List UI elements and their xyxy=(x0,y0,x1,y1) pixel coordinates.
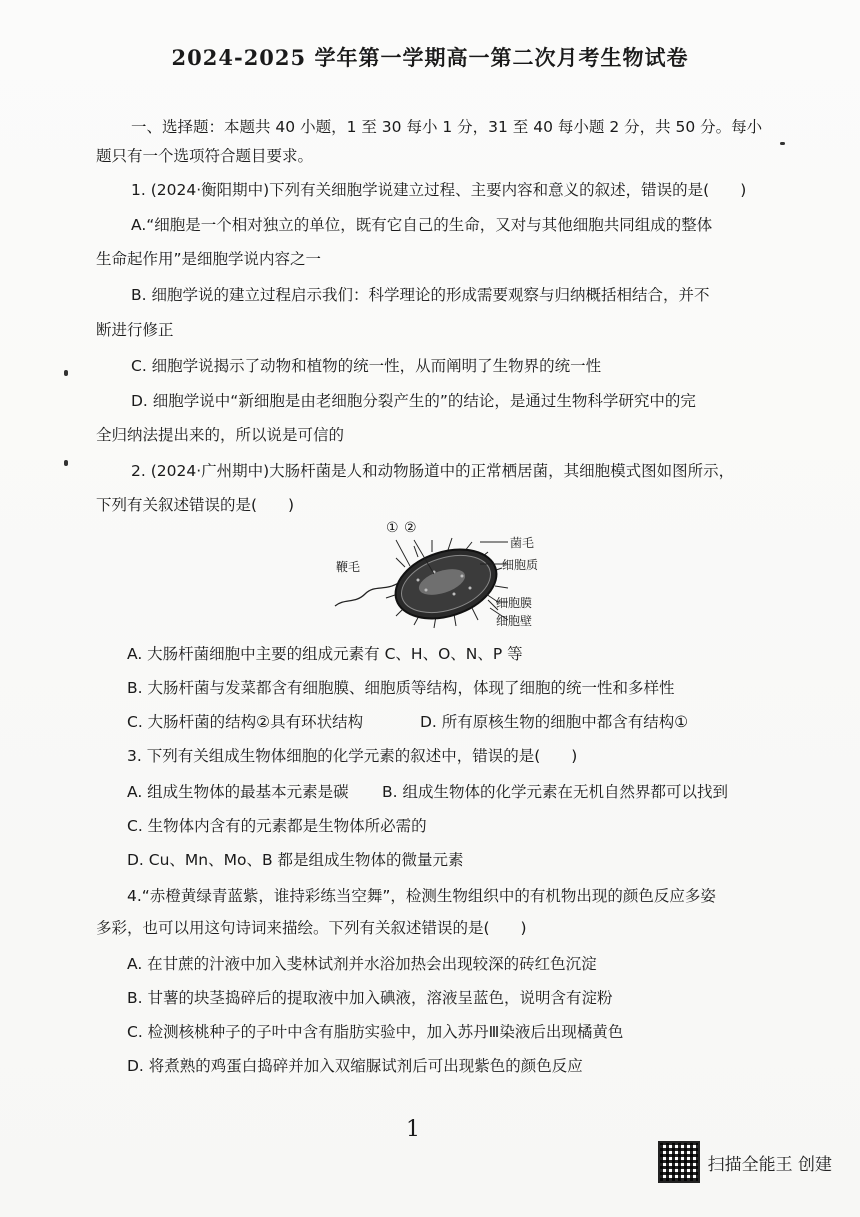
q1-option-a-line2: 生命起作用”是细胞学说内容之一 xyxy=(96,250,322,268)
q4-stem-line2: 多彩，也可以用这句诗词来描绘。下列有关叙述错误的是( ) xyxy=(96,919,527,937)
q1-option-d-line1: D. 细胞学说中“新细胞是由老细胞分裂产生的”的结论，是通过生物科学研究中的完 xyxy=(131,392,696,410)
figure-label-cytoplasm: 细胞质 xyxy=(502,558,539,572)
figure-label-2: ② xyxy=(404,520,417,536)
q1-option-b-line1: B. 细胞学说的建立过程启示我们：科学理论的形成需要观察与归纳概括相结合，并不 xyxy=(131,286,710,304)
q2-option-d: D. 所有原核生物的细胞中都含有结构① xyxy=(420,713,689,731)
scanner-watermark xyxy=(658,1141,832,1183)
q3-option-c: C. 生物体内含有的元素都是生物体所必需的 xyxy=(127,817,427,835)
figure-label-wall: 细胞壁 xyxy=(496,614,533,628)
qr-code-icon xyxy=(658,1141,700,1183)
q3-option-d: D. Cu、Mn、Mo、B 都是组成生物体的微量元素 xyxy=(127,851,464,869)
q3-option-b: B. 组成生物体的化学元素在无机自然界都可以找到 xyxy=(382,783,728,801)
scan-speck xyxy=(780,142,785,145)
scan-speck xyxy=(64,370,68,376)
q3-option-a: A. 组成生物体的最基本元素是碳 xyxy=(127,783,349,801)
q2-option-a: A. 大肠杆菌细胞中主要的组成元素有 C、H、O、N、P 等 xyxy=(127,645,523,663)
ecoli-diagram xyxy=(330,522,570,634)
figure-label-1: ① xyxy=(386,520,399,536)
section-instruction-line1: 一、选择题：本题共 40 小题，1 至 30 每小 1 分，31 至 40 每小题 2 分，共 50 分。每小 xyxy=(131,118,763,136)
q2-option-c: C. 大肠杆菌的结构②具有环状结构 xyxy=(127,713,364,731)
figure-label-pili: 菌毛 xyxy=(510,536,535,550)
q2-stem-line2: 下列有关叙述错误的是( ) xyxy=(96,496,295,514)
q1-stem: 1. (2024·衡阳期中)下列有关细胞学说建立过程、主要内容和意义的叙述，错误的是( ) xyxy=(131,181,747,199)
q1-option-a-line1: A.“细胞是一个相对独立的单位，既有它自己的生命，又对与其他细胞共同组成的整体 xyxy=(131,216,713,234)
q2-option-b: B. 大肠杆菌与发菜都含有细胞膜、细胞质等结构，体现了细胞的统一性和多样性 xyxy=(127,679,675,697)
section-instruction-line2: 题只有一个选项符合题目要求。 xyxy=(96,147,314,165)
figure-label-flagellum: 鞭毛 xyxy=(336,560,361,574)
q2-stem-line1: 2. (2024·广州期中)大肠杆菌是人和动物肠道中的正常栖居菌，其细胞模式图如图所示， xyxy=(131,462,735,480)
page-title: 2024-2025 学年第一学期高一第二次月考生物试卷 xyxy=(171,45,689,70)
q4-option-c: C. 检测核桃种子的子叶中含有脂肪实验中，加入苏丹Ⅲ染液后出现橘黄色 xyxy=(127,1023,624,1041)
q4-stem-line1: 4.“赤橙黄绿青蓝紫，谁持彩练当空舞”，检测生物组织中的有机物出现的颜色反应多姿 xyxy=(127,887,716,905)
q4-option-d: D. 将煮熟的鸡蛋白捣碎并加入双缩脲试剂后可出现紫色的颜色反应 xyxy=(127,1057,583,1075)
page-number: 1 xyxy=(406,1117,420,1142)
watermark-text: 扫描全能王 创建 xyxy=(707,1154,832,1175)
q4-option-b: B. 甘薯的块茎捣碎后的提取液中加入碘液，溶液呈蓝色，说明含有淀粉 xyxy=(127,989,613,1007)
q1-option-b-line2: 断进行修正 xyxy=(96,321,174,339)
scan-speck xyxy=(64,460,68,466)
q4-option-a: A. 在甘蔗的汁液中加入斐林试剂并水浴加热会出现较深的砖红色沉淀 xyxy=(127,955,597,973)
q1-option-d-line2: 全归纳法提出来的，所以说是可信的 xyxy=(96,426,345,444)
q1-option-c: C. 细胞学说揭示了动物和植物的统一性，从而阐明了生物界的统一性 xyxy=(131,357,602,375)
figure-label-membrane: 细胞膜 xyxy=(496,596,533,610)
q3-stem: 3. 下列有关组成生物体细胞的化学元素的叙述中，错误的是( ) xyxy=(127,747,578,765)
